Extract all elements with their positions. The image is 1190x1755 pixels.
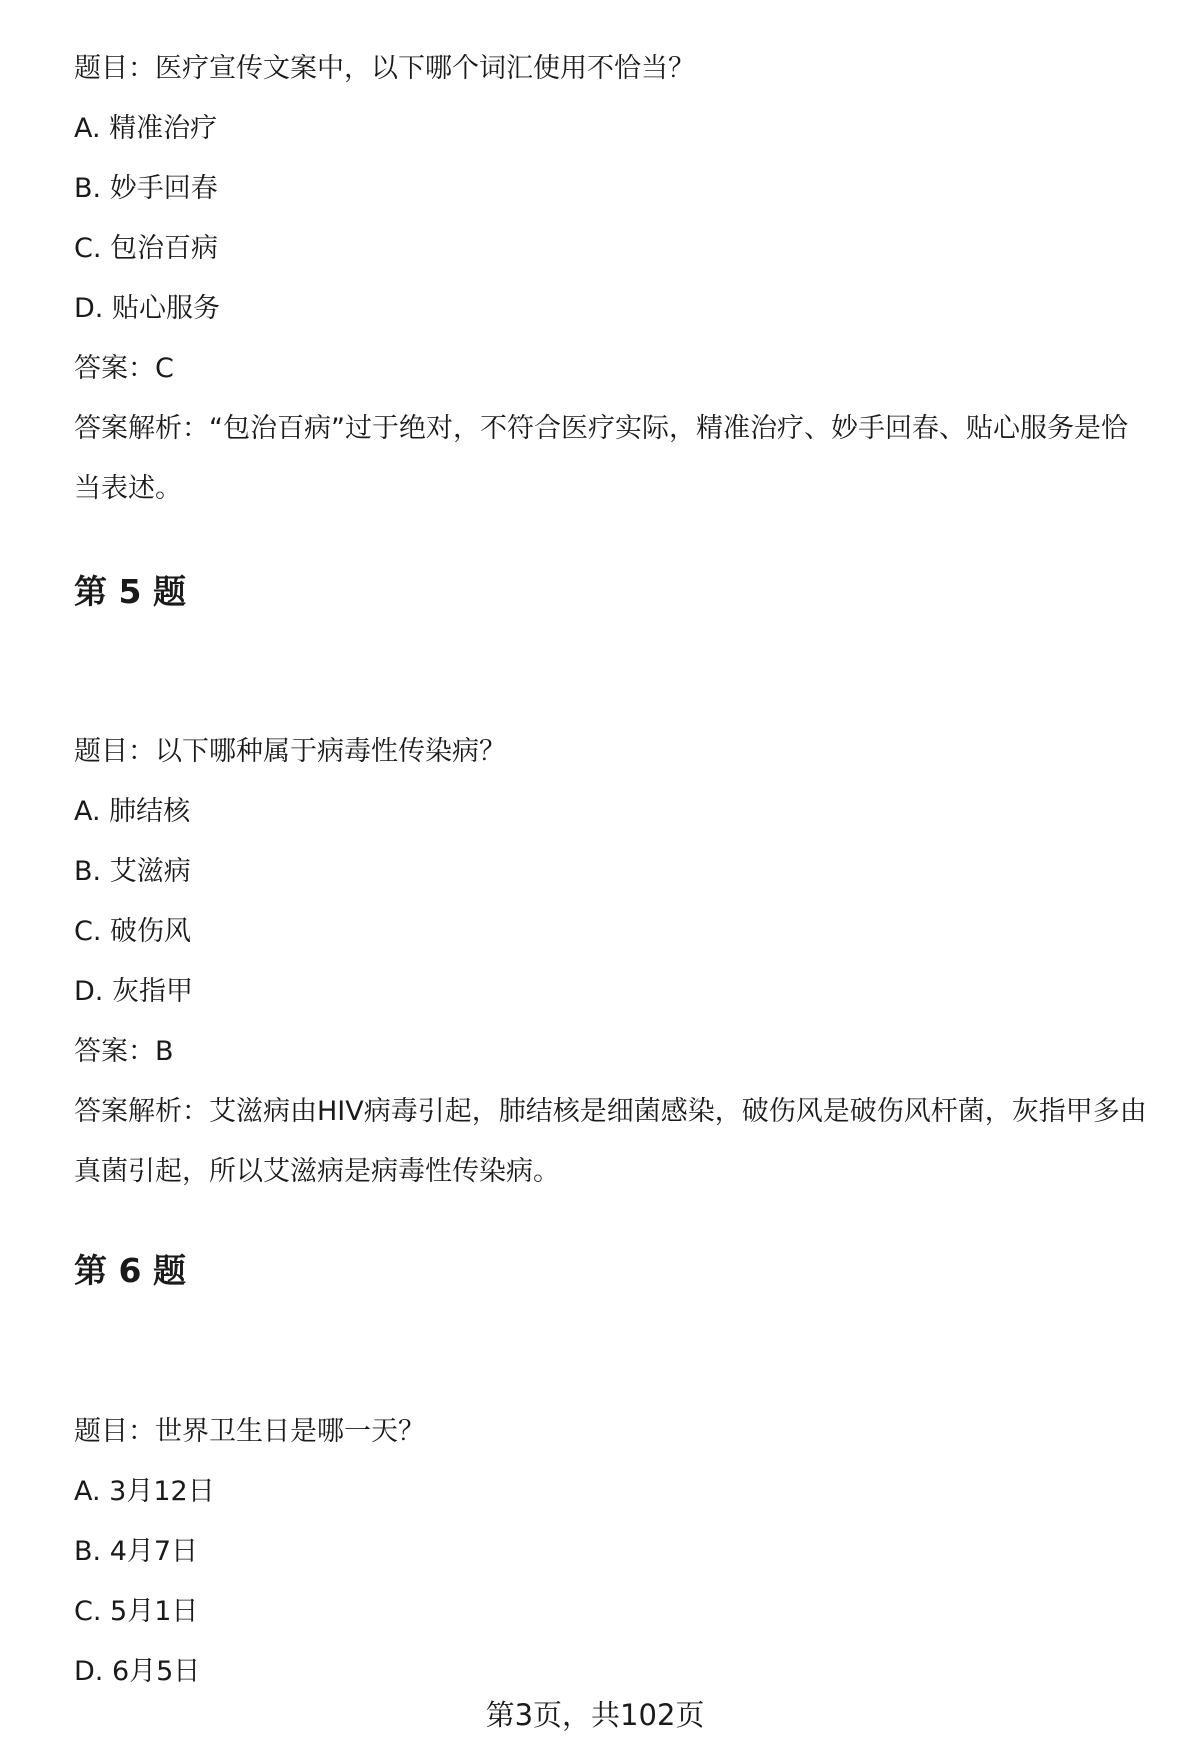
question-6-option-d: D. 6月5日 (74, 1656, 201, 1687)
question-4-option-a: A. 精准治疗 (74, 113, 218, 144)
question-4-option-b: B. 妙手回春 (74, 173, 218, 204)
question-6-heading: 第 6 题 (74, 1251, 186, 1290)
question-4-explanation: 答案解析：“包治百病”过于绝对，不符合医疗实际，精准治疗、妙手回春、贴心服务是恰当表述。 (74, 413, 1128, 504)
question-5-answer: 答案：B (74, 1036, 174, 1067)
question-6-option-b: B. 4月7日 (74, 1536, 199, 1567)
question-5-text: 题目：以下哪种属于病毒性传染病？ (74, 736, 506, 767)
question-4-text: 题目：医疗宣传文案中，以下哪个词汇使用不恰当？ (74, 53, 695, 84)
question-6-text: 题目：世界卫生日是哪一天？ (74, 1416, 425, 1447)
question-6-option-a: A. 3月12日 (74, 1476, 215, 1507)
question-5-option-d: D. 灰指甲 (74, 976, 193, 1007)
question-5-option-c: C. 破伤风 (74, 916, 192, 947)
question-5-option-a: A. 肺结核 (74, 796, 191, 827)
question-5-heading: 第 5 题 (74, 572, 186, 611)
question-5-option-b: B. 艾滋病 (74, 856, 191, 887)
question-6-option-c: C. 5月1日 (74, 1596, 199, 1627)
question-4-answer: 答案：C (74, 353, 174, 384)
page-indicator: 第3页，共102页 (485, 1698, 705, 1732)
question-4-option-c: C. 包治百病 (74, 233, 219, 264)
question-5-explanation: 答案解析：艾滋病由HIV病毒引起，肺结核是细菌感染，破伤风是破伤风杆菌，灰指甲多由真菌引起，所以艾滋病是病毒性传染病。 (74, 1096, 1147, 1187)
question-4-option-d: D. 贴心服务 (74, 293, 220, 324)
